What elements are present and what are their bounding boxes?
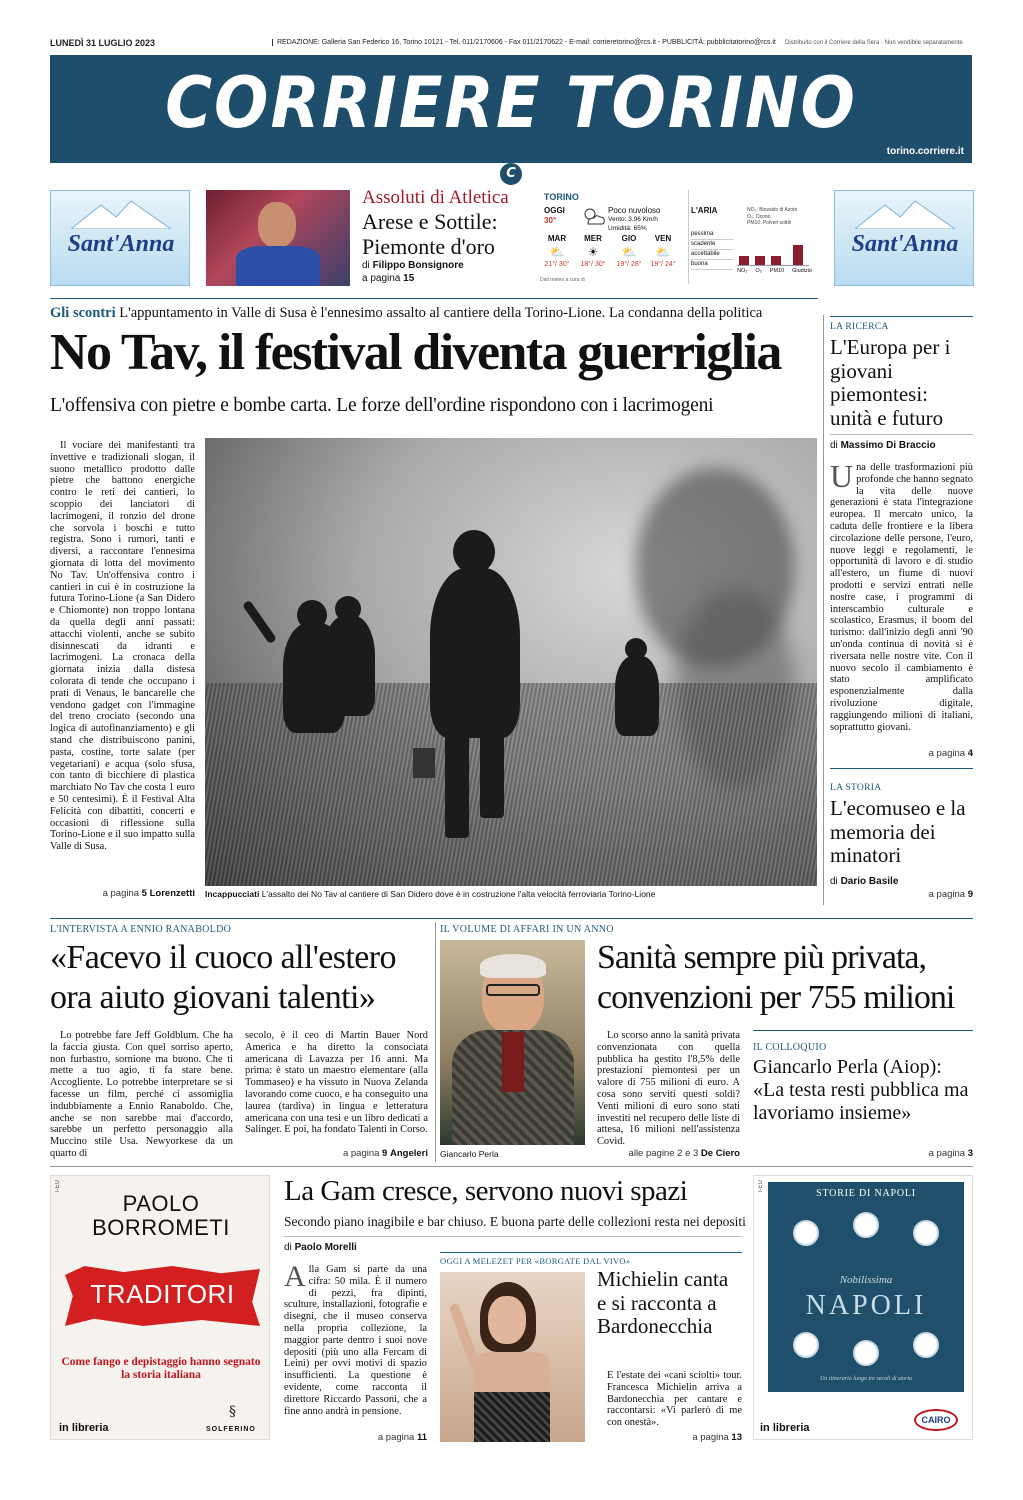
air-labels (737, 268, 812, 274)
ad-left[interactable] (50, 190, 190, 286)
ad-right-brand: Sant'Anna (851, 231, 959, 257)
page-prefix: a pagina (692, 1432, 729, 1443)
gam-body (284, 1264, 427, 1430)
teaser-title-line1: Arese e Sottile: (362, 209, 498, 234)
medallion-icon (853, 1340, 879, 1366)
ricerca-text: na delle trasformazioni più profonde che hanno segnato la vita delle nuove generazioni è stata l'integrazione europea. Il mercato unico, la caduta delle frontiere e la libera circolazione delle persone, l'euro, nuove leggi e regolamenti, le opportunità di lavoro e di studio all'estero, un fiume di nuovi prodotti e servizi entrati nelle nostre case, i programmi di interscambio culturale e scolastico, Erasmus, il boom del turismo: dall'inizio degli anni '90 un'onda continua di novità si è riversata nelle nostre vite. Con il nuovo secolo il cambiamento è stato amplificato esponenzialmente dalla rivoluzione digitale, raggiungendo milioni di italiani, soprattutto giovani. (830, 462, 973, 733)
masthead-title: CORRIERE TORINO (165, 63, 857, 145)
air-bar (739, 256, 749, 265)
book-cta[interactable]: in libreria (760, 1422, 810, 1434)
teaser-pageref[interactable] (362, 273, 414, 284)
ricerca-title[interactable]: L'Europa per i giovani piemontesi: unità e futuro (830, 335, 951, 430)
air-legend-item: PM10: Polveri sottili (747, 220, 791, 226)
air-label: Giudizio (792, 268, 812, 274)
mountain-icon (855, 199, 955, 229)
sanita-photo (440, 940, 585, 1145)
book-series: STORIE DI NAPOLI (816, 1188, 916, 1199)
ricerca-author: Massimo Di Braccio (840, 440, 936, 451)
mountain-icon (71, 199, 171, 229)
page-prefix: a pagina (928, 889, 966, 900)
dropcap: U (830, 462, 854, 494)
air-levels (691, 230, 733, 270)
lead-photo (205, 438, 817, 886)
page-prefix: alle pagine 2 e 3 (628, 1148, 699, 1159)
colloquio-title[interactable]: Giancarlo Perla (Aiop): «La testa resti pubblica ma lavoriamo insieme» (753, 1056, 969, 1124)
book-publisher: CAIRO (914, 1409, 958, 1431)
sanita-photo-caption: Giancarlo Perla (440, 1149, 499, 1159)
lead-pageref[interactable] (50, 888, 195, 899)
michielin-title[interactable]: Michielin canta e si racconta a Bardonecchia (597, 1267, 729, 1338)
divider (284, 1236, 742, 1237)
byline-prefix: di (830, 876, 838, 887)
lead-photo-caption (205, 889, 817, 899)
byline-prefix: di (362, 260, 370, 271)
ad-corner-mark: I-EU (55, 1180, 61, 1192)
sun-cloud-icon: ⛅ (655, 245, 671, 259)
page-number: 9 (382, 1148, 388, 1159)
masthead-url[interactable]: torino.corriere.it (886, 146, 964, 157)
athlete-head (258, 202, 296, 248)
weather-today-details (608, 206, 660, 233)
sanita-headline[interactable]: Sanità sempre più privata, convenzioni per 755 milioni (597, 939, 955, 1016)
air-title: L'ARIA (691, 206, 718, 215)
lead-author: Lorenzetti (149, 888, 195, 899)
forecast-day (612, 234, 646, 268)
page-prefix: a pagina (362, 273, 401, 284)
sanita-pageref[interactable] (597, 1148, 740, 1159)
teaser-author: Filippo Bonsignore (372, 260, 464, 271)
figure-arm (242, 600, 277, 644)
divider (830, 434, 973, 435)
air-level: pessima (691, 230, 733, 240)
teaser-byline (362, 260, 464, 271)
page-number: 5 (141, 888, 147, 899)
air-legend-item: O₃: Ozono (747, 213, 771, 220)
book-ad-right[interactable] (753, 1175, 973, 1440)
air-chart (737, 230, 809, 266)
weather-city: TORINO (544, 192, 579, 202)
byline-prefix: di (830, 440, 838, 451)
weather-box (538, 190, 811, 284)
gam-subhead: Secondo piano inagibile e bar chiuso. E buona parte delle collezioni resta nei depositi (284, 1214, 746, 1229)
redazione-info: REDAZIONE: Galleria San Federico 16, Torino 10121 - Tel. 011/2170606 - Fax 011/2170622 - E-mail: corrieretorino@rcs.it - PUBBLICITÀ: pubblicitatorino@rcs.it (272, 39, 776, 46)
michielin-kicker: OGGI A MELEZET PER «BORGATE DAL VIVO» (440, 1256, 631, 1266)
forecast-day-name: VEN (654, 234, 672, 243)
person-tie (502, 1032, 524, 1092)
page-prefix: a pagina (377, 1432, 415, 1443)
air-legend-item: NO₂: Biossido di Azoto (747, 207, 798, 213)
page-number: 9 (967, 889, 973, 900)
sun-cloud-icon: ⛅ (621, 245, 637, 259)
michielin-pageref[interactable] (597, 1432, 742, 1443)
dropcap: A (284, 1264, 306, 1293)
forecast-day (576, 234, 610, 268)
storia-kicker: LA STORIA (830, 783, 882, 793)
divider (753, 1030, 973, 1031)
intervista-col1: Lo potrebbe fare Jeff Goldblum. Che ha la faccia giusta. Con quel sorriso aperto, non furbastro, sornione ma buono. Che ti mette a tuo agio, ti fa stare bene. Accogliente. Lo potrebbe interpretare se si facesse un film, perché ci assomiglia indubbiamente a Ennio Ranaboldo. Che, anche se non sarebbe mai d'accordo, sarebbe un perfetto personaggio alla Muccino stile Usa. Newyorkese da un quarto di (50, 1030, 233, 1159)
figure-leg (445, 728, 469, 838)
forecast-temp: 19°/ 24° (650, 261, 676, 268)
page-number: 11 (416, 1432, 427, 1443)
teaser-title[interactable] (362, 209, 498, 259)
book-title: NAPOLI (805, 1290, 927, 1321)
page-prefix: a pagina (102, 888, 140, 899)
intervista-headline[interactable]: «Facevo il cuoco all'estero ora aiuto giovani talenti» (50, 939, 396, 1016)
divider (50, 298, 818, 299)
caption-bold: Incappucciati (205, 889, 260, 899)
issue-date: LUNEDÌ 31 LUGLIO 2023 (50, 38, 156, 48)
lead-intro (50, 305, 820, 322)
divider (440, 1252, 742, 1253)
storia-byline (830, 876, 898, 887)
air-label: PM10 (769, 268, 785, 274)
masthead (50, 55, 972, 163)
weather-humidity: Umidità: 65% (608, 225, 647, 232)
book-title: TRADITORI (90, 1279, 235, 1309)
lead-subhead: L'offensiva con pietre e bombe carta. Le forze dell'ordine rispondono con i lacrimogeni (50, 395, 714, 416)
intervista-col2: secolo, è il ceo di Martin Bauer Nord America e ha diretto la consociata americana di Lavazza per 16 anni. Ma prima: è stato un maestro elementare (alla Tommaseo) e ha vissuto in Nuova Zelanda lavorando come cuoco, e ha conseguito una laurea (tardiva) in lingua e letteratura americana con una tesi e un libro dedicati a Salinger. E poi, ha fondato Talenti in Corso. (245, 1030, 428, 1136)
gam-pageref[interactable] (284, 1432, 427, 1443)
book-publisher: SOLFERINO (206, 1426, 256, 1433)
air-legend (747, 207, 797, 227)
ad-left-brand: Sant'Anna (67, 231, 175, 257)
medallion-icon (793, 1220, 819, 1246)
book-cover (768, 1182, 964, 1392)
lead-kicker: Gli scontri (50, 305, 116, 321)
divider (830, 316, 973, 317)
forecast-temp: 18°/ 30° (580, 261, 606, 268)
page-number: 15 (403, 273, 415, 284)
sun-cloud-icon: ⛅ (549, 245, 565, 259)
ricerca-byline (830, 440, 936, 451)
figure-leg (480, 728, 504, 818)
figure-body (615, 656, 659, 736)
air-level: buona (691, 260, 733, 270)
intervista-author: Angeleri (389, 1148, 428, 1159)
michielin-body: È l'estate dei «cani sciolti» tour. Francesca Michielin arriva a Bardonecchia per cantare e raccontarsi: «Vi parlerò di me con onestà». (607, 1370, 742, 1429)
figure-body (323, 616, 375, 716)
ricerca-kicker: LA RICERCA (830, 322, 889, 332)
air-bar (755, 256, 765, 265)
sanita-body: Lo scorso anno la sanità privata convenzionata con quella pubblica ha gestito l'8,5% delle prestazioni piemontesi per un valore di 755 milioni di euro. A cosa sono serviti questi soldi? Venti milioni di euro sono stati investiti nel recupero delle liste di attesa, 16 milioni nell'assistenza Covid. (597, 1030, 740, 1146)
lead-headline[interactable]: No Tav, il festival diventa guerriglia (50, 324, 781, 381)
byline-prefix: di (284, 1242, 292, 1253)
weather-forecast (538, 234, 678, 278)
air-level: scadente (691, 240, 733, 250)
lead-body: Il vociare dei manifestanti tra invettive e tradizionali slogan, il suono metallico prodotto dalle pietre che battono energiche contro le reti dei cantieri, lo scoppio dei lanciatori di lacrimogeni, il ronzio del drone che sorvola i boschi e tutto registra. Sono i rumori, tanti e diversi, a raccontare l'ennesima giornata di lotta del movimento No Tav. Un'offensiva contro i cantieri in cui è in costruzione la futura Torino-Lione (a San Didero e Chiomonte) non troppo lontana da quella degli anni passati: attacchi violenti, anche se subito disinnescati da idranti e lacrimogeni. La cronaca della giornata inizia dalla distesa colorata di tende che occupano i prati di Venaus, le bancarelle che vendono gadget con l'immagine del treno crociato (secondo una logica di autofinanziamento) e gli stand che distribuiscono panini, pasta, costine, torte salate (per vegetariani) e acqua (solo sfusa, con tanto di bicchiere di plastica marchiato No Tav che costa 1 euro e 50 centesimi). È il Festival Alta Felicità con dibattiti, concerti e occasioni di riflessione sulla Torino-Lione e il suo impatto sulla Valle di Susa. (50, 440, 195, 853)
colloquio-pageref[interactable] (753, 1148, 973, 1159)
ricerca-pageref[interactable] (830, 748, 973, 759)
gam-author: Paolo Morelli (294, 1242, 357, 1253)
air-label: O₃ (755, 268, 762, 274)
page-number: 3 (967, 1148, 973, 1159)
distribution-note: Distribuito con il Corriere della Sera - Non vendibile separatamente (785, 40, 963, 46)
storia-author: Dario Basile (840, 876, 899, 887)
weather-wind: Vento: 3.96 Km/h (608, 216, 658, 223)
divider (50, 918, 973, 919)
michielin-photo (440, 1272, 585, 1442)
medallion-icon (913, 1332, 939, 1358)
forecast-day-name: GIO (621, 234, 637, 243)
teaser-title-line2: Piemonte d'oro (362, 234, 495, 259)
sanita-author: De Ciero (700, 1148, 740, 1159)
caption-text: L'assalto dei No Tav al cantiere di San Didero dove è in costruzione l'alta velocità ferroviaria Torino-Lione (261, 889, 656, 899)
book-subtitle: Un itinerario lungo tre secoli di storia (819, 1376, 913, 1382)
sun-icon: ☀ (587, 245, 599, 259)
weather-today-label: OGGI (544, 206, 565, 215)
medallion-icon (913, 1220, 939, 1246)
air-bar (793, 245, 803, 265)
ad-right[interactable] (834, 190, 974, 286)
divider (830, 768, 973, 769)
athlete-jersey (236, 246, 320, 286)
gam-byline (284, 1242, 357, 1253)
ad-corner-mark: I-EU (758, 1180, 764, 1192)
book-tagline: Come fango e depistaggio hanno segnato la storia italiana (61, 1356, 261, 1381)
gam-text: lla Gam si parte da una cifra: 50 mila. È il numero di pezzi, fra dipinti, sculture, installazioni, fotografie e disegni, che il museo conserva nella propria collezione, la maggior parte dentro i suoi nove depositi (più uno alla Fercam di Leinì) per ovvi motivi di spazio insufficienti. La questione è evidente, come racconta il direttore Riccardo Passoni, che a fine anno andrà in pensione. (284, 1264, 427, 1417)
corriere-logo-icon: C (500, 163, 522, 185)
column-divider (435, 922, 436, 1162)
storia-pageref[interactable] (830, 889, 973, 900)
medallion-icon (853, 1212, 879, 1238)
forecast-day-name: MAR (547, 234, 567, 243)
book-ad-left[interactable] (50, 1175, 270, 1440)
page-prefix: a pagina (928, 1148, 966, 1159)
book-cta[interactable]: in libreria (59, 1422, 109, 1434)
intervista-kicker: L'INTERVISTA A ENNIO RANABOLDO (50, 924, 232, 935)
teaser-kicker: Assoluti di Atletica (362, 187, 509, 208)
publisher-logo-icon: § (229, 1404, 236, 1420)
canister-icon (413, 748, 435, 778)
person-face (488, 1296, 526, 1344)
weather-desc: Poco nuvoloso (608, 206, 661, 215)
top-info-line (50, 38, 972, 50)
air-quality (688, 190, 811, 284)
divider (50, 1166, 973, 1167)
forecast-day (646, 234, 680, 268)
book-title-small: Nobilissima (839, 1274, 893, 1286)
glasses-icon (486, 984, 540, 996)
person-hair (480, 954, 546, 978)
colloquio-kicker: IL COLLOQUIO (753, 1042, 827, 1053)
book-author: PAOLO BORROMETI (92, 1191, 230, 1240)
intervista-pageref[interactable] (245, 1148, 428, 1159)
athlete-photo (206, 190, 350, 286)
forecast-temp: 21°/ 30° (544, 261, 570, 268)
weather-credit: Dati meteo a cura di (540, 277, 585, 283)
page-number: 13 (731, 1432, 742, 1443)
page-prefix: a pagina (928, 748, 966, 759)
forecast-day-name: MER (584, 234, 602, 243)
ricerca-body (830, 462, 973, 748)
sanita-kicker: IL VOLUME DI AFFARI IN UN ANNO (440, 924, 614, 935)
sun-cloud-icon (580, 206, 606, 226)
weather-today-temp: 30° (544, 216, 557, 225)
lead-intro-text: L'appuntamento in Valle di Susa è l'ennesimo assalto al cantiere della Torino-Lione. La condanna della politica (119, 305, 763, 321)
medallion-icon (793, 1332, 819, 1358)
storia-title[interactable]: L'ecomuseo e la memoria dei minatori (830, 796, 966, 867)
page-number: 4 (967, 748, 973, 759)
air-level: accettabile (691, 250, 733, 260)
air-bar (771, 256, 781, 265)
forecast-day (540, 234, 574, 268)
forecast-temp: 19°/ 28° (616, 261, 642, 268)
page-prefix: a pagina (342, 1148, 380, 1159)
air-label: NO₂ (737, 268, 748, 274)
person-clothes (474, 1392, 550, 1442)
gam-headline[interactable]: La Gam cresce, servono nuovi spazi (284, 1175, 688, 1207)
figure-body (430, 568, 520, 738)
column-divider (823, 315, 824, 905)
